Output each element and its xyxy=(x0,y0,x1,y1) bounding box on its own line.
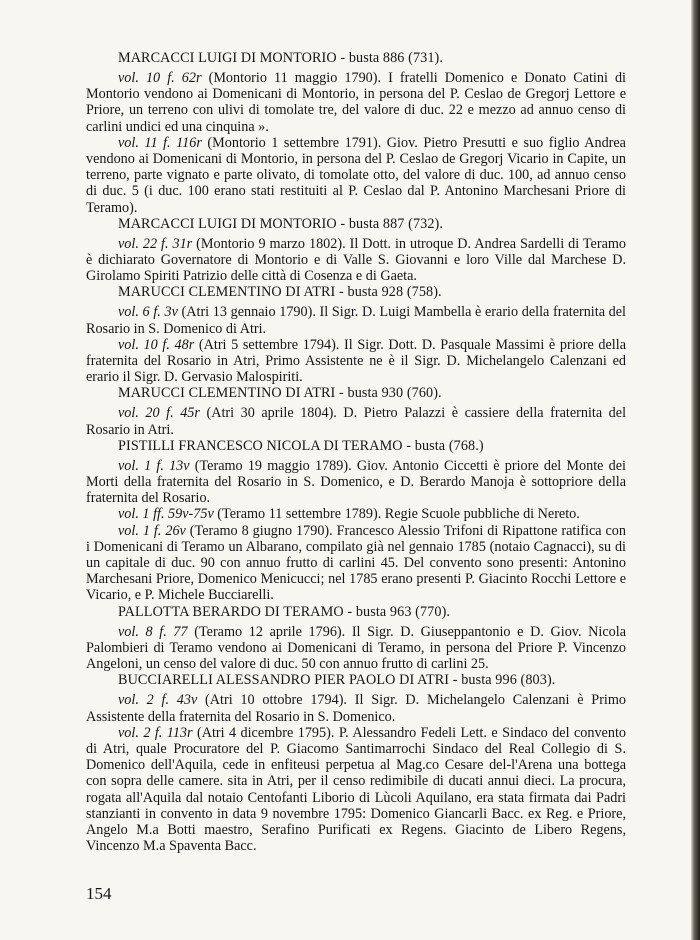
volume-reference: vol. 11 f. 116r xyxy=(118,134,202,151)
volume-reference: vol. 6 f. 3v xyxy=(118,304,178,321)
section-pallotta-963 xyxy=(86,604,626,673)
entry-paragraph xyxy=(86,337,626,386)
document-body xyxy=(86,50,626,854)
entry-paragraph xyxy=(86,135,626,216)
volume-reference: vol. 2 f. 113r xyxy=(118,724,193,741)
volume-reference: vol. 1 f. 13v xyxy=(118,457,190,474)
entry-text: (Atri 10 ottobre 1794). Il Sigr. D. Michelangelo Calenzani è Primo Assistente della fraternita del Rosario in S. Domenico. xyxy=(86,692,626,725)
entry-paragraph xyxy=(86,405,626,437)
section-marcacci-887 xyxy=(86,216,626,285)
entry-paragraph xyxy=(86,624,626,673)
entry-paragraph xyxy=(86,70,626,135)
entry-paragraph xyxy=(86,725,626,855)
section-heading: MARCACCI LUIGI DI MONTORIO - busta 886 (731). xyxy=(118,50,444,66)
entry-paragraph xyxy=(86,458,626,507)
entry-paragraph xyxy=(86,506,626,522)
section-heading: MARCACCI LUIGI DI MONTORIO - busta 887 (732). xyxy=(118,215,444,232)
entry-text: (Teramo 11 settembre 1789). Regie Scuole pubbliche di Nereto. xyxy=(213,506,580,523)
volume-reference: vol. 1 ff. 59v-75v xyxy=(118,506,214,523)
entry-paragraph xyxy=(86,236,626,285)
section-marcacci-886 xyxy=(86,50,626,216)
section-marucci-930 xyxy=(86,385,626,437)
entry-text: (Teramo 8 giugno 1790). Francesco Alessio Trifoni di Ripattone ratifica con i Domenicani di Teramo un Albarano, compilato già nel gennaio 1785 (notaio Cagnacci), su di un capitale di duc. 90 con annuo frutto di carlini 45. Del convento sono presenti: Antonino Marchesani Priore, Domenico Menicucci; nel 1785 erano presenti P. Giacinto Rocchi Lettore e Vicario, e P. Michele Bucciarelli. xyxy=(86,522,626,604)
entry-text: (Atri 13 gennaio 1790). Il Sigr. D. Luigi Mambella è erario della fraternita del Rosario in S. Domenico di Atri. xyxy=(86,304,626,337)
entry-paragraph xyxy=(86,523,626,604)
entry-paragraph xyxy=(86,304,626,336)
page-number: 154 xyxy=(86,884,112,903)
section-heading: MARUCCI CLEMENTINO DI ATRI - busta 928 (758). xyxy=(118,284,442,301)
entry-paragraph xyxy=(86,692,626,724)
section-marucci-928 xyxy=(86,284,626,385)
volume-reference: vol. 10 f. 48r xyxy=(118,336,195,353)
section-heading: PALLOTTA BERARDO DI TERAMO - busta 963 (770). xyxy=(118,603,451,620)
page-edge-shadow xyxy=(691,0,700,940)
volume-reference: vol. 20 f. 45r xyxy=(118,405,200,422)
volume-reference: vol. 1 f. 26v xyxy=(118,522,186,539)
entry-text: (Atri 4 dicembre 1795). P. Alessandro Fedeli Lett. e Sindaco del convento di Atri, quale Procuratore del P. Giacomo Santimarrochi Sindaco del Real Collegio di S. Domenico dell'Aquila, cede in enfiteusi perpetua al Mag.co Cesare del-l'Arena una bottega con sopra delle camere. sita in Atri, per il censo redimibile di ducati annui dieci. La procura, rogata all'Aquila dal notaio Centofanti Liborio di Lùcoli Aquilano, era stata firmata dai Padri stanzianti in convento in data 9 novembre 1795: Domenico Giancarli Bacc. ex Reg. e Priore, Angelo M.a Botti maestro, Serafino Purificati ex Regens. Giacinto de Libero Regens, Vincenzo M.a Spaventa Bacc. xyxy=(86,724,626,855)
volume-reference: vol. 10 f. 62r xyxy=(118,70,202,86)
volume-reference: vol. 8 f. 77 xyxy=(118,623,188,640)
entry-text: (Montorio 1 settembre 1791). Giov. Pietro Presutti e suo figlio Andrea vendono ai Domenicani di Montorio, in persona del P. Ceslao de Gregorj Vicario in Capite, un terreno, parte vignato e parte olivato, di tomolate otto, del valore di duc. 100, ad annuo censo di duc. 5 (i duc. 100 erano stati restituiti al P. Ceslao dal P. Antonino Marchesani Priore di Teramo). xyxy=(86,134,626,216)
section-heading: PISTILLI FRANCESCO NICOLA DI TERAMO - busta (768.) xyxy=(118,437,484,454)
section-pistilli-768 xyxy=(86,438,626,604)
entry-text: (Atri 30 aprile 1804). D. Pietro Palazzi è cassiere della fraternita del Rosario in Atri. xyxy=(86,405,627,438)
entry-text: (Montorio 11 maggio 1790). I fratelli Domenico e Donato Catini di Montorio vendono ai Domenicani di Montorio, in persona del P. Ceslao de Gregorj Lettore e Priore, un terreno con ulivi di tomolate tre, del valore di duc. 22 e mezzo ad annuo censo di carlini undici ed una cinquina ». xyxy=(86,70,626,135)
entry-text: (Atri 5 settembre 1794). Il Sigr. Dott. D. Pasquale Massimi è priore della fraternita del Rosario in Atri, Primo Assistente ne è il Sigr. D. Michelangelo Calenzani ed erario il Sigr. D. Gervasio Malospiriti. xyxy=(86,336,626,386)
entry-text: (Montorio 9 marzo 1802). Il Dott. in utroque D. Andrea Sardelli di Teramo è dichiarato Governatore di Montorio e di Valle S. Giovanni e loro Ville dal Marchese D. Girolamo Spiriti Patrizio delle città di Cosenza e di Gaeta. xyxy=(86,235,626,285)
entry-text: (Teramo 12 aprile 1796). Il Sigr. D. Giuseppantonio e D. Giov. Nicola Palombieri di Teramo vendono ai Domenicani di Teramo, in persona del Priore P. Vincenzo Angeloni, un censo del valore di duc. 50 con annuo frutto di carlini 25. xyxy=(86,623,626,673)
volume-reference: vol. 22 f. 31r xyxy=(118,235,193,252)
section-heading: MARUCCI CLEMENTINO DI ATRI - busta 930 (760). xyxy=(118,385,442,402)
volume-reference: vol. 2 f. 43v xyxy=(118,692,198,709)
section-heading: BUCCIARELLI ALESSANDRO PIER PAOLO DI ATRI - busta 996 (803). xyxy=(118,672,556,689)
section-bucciarelli-996 xyxy=(86,672,626,854)
entry-text: (Teramo 19 maggio 1789). Giov. Antonio Ciccetti è priore del Monte dei Morti della fraternita del Rosario in S. Domenico, e D. Berardo Manoja è sottopriore della fraternita del Rosario. xyxy=(86,457,626,507)
